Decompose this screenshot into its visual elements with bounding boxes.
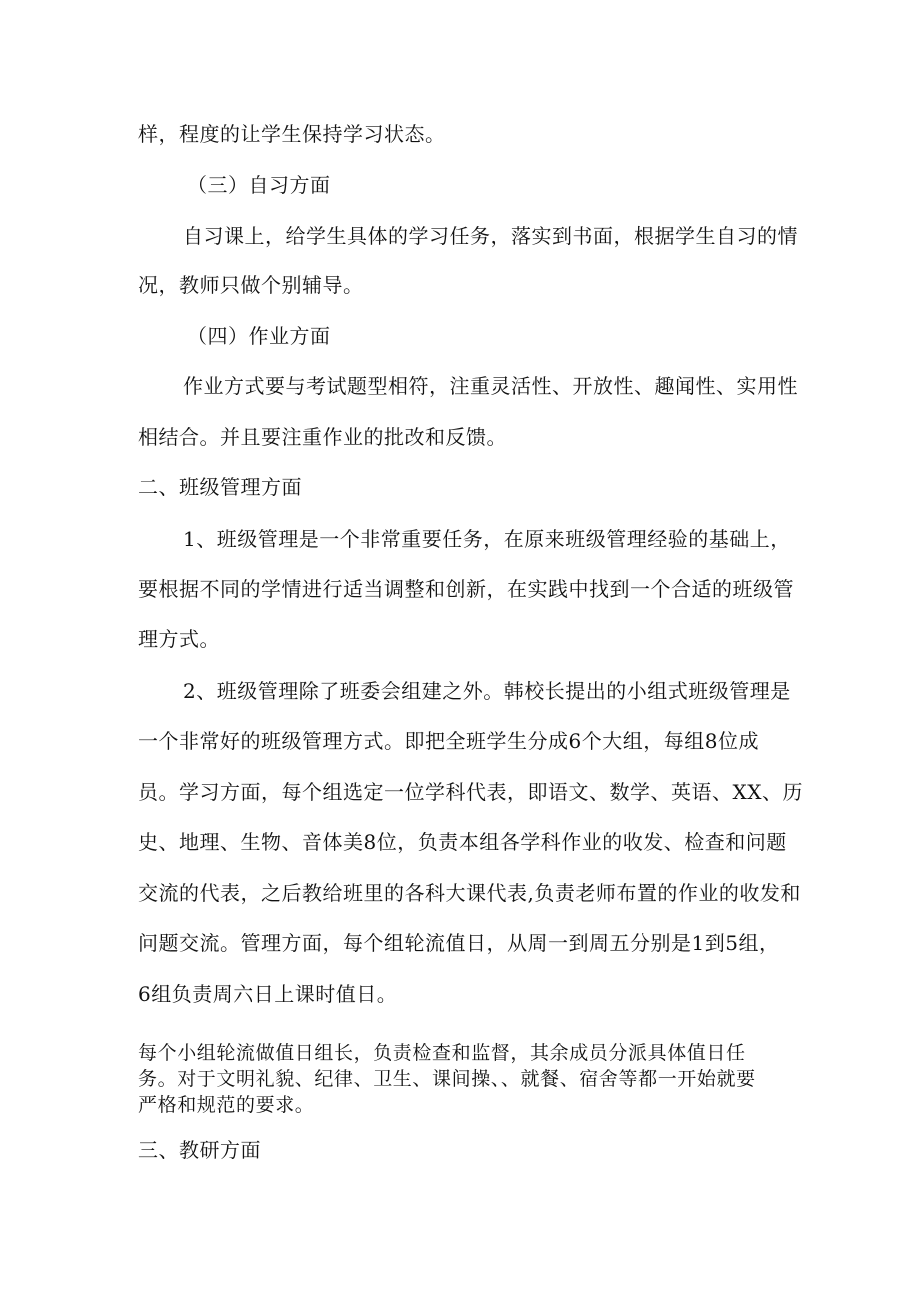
subheading-homework: （四）作业方面 (187, 324, 331, 348)
subheading-self-study: （三）自习方面 (187, 173, 331, 197)
paragraph-line: 严格和规范的要求。 (138, 1094, 315, 1116)
paragraph-line: 6组负责周六日上课时值日。 (138, 982, 398, 1006)
paragraph-line: 要根据不同的学情进行适当调整和创新，在实践中找到一个合适的班级管 (138, 577, 794, 601)
paragraph-line: 况，教师只做个别辅导。 (138, 273, 364, 297)
paragraph-line: 问题交流。管理方面，每个组轮流值日，从周一到周五分别是1到5组， (138, 931, 780, 955)
paragraph-line: 务。对于文明礼貌、纪律、卫生、课间操、、就餐、宿舍等都一开始就要 (138, 1068, 756, 1090)
paragraph-line: 自习课上，给学生具体的学习任务，落实到书面，根据学生自习的情 (183, 224, 798, 248)
paragraph-line: 理方式。 (138, 627, 220, 651)
paragraph-line: 2、班级管理除了班委会组建之外。韩校长提出的小组式班级管理是 (183, 679, 791, 703)
paragraph-line: 1、班级管理是一个非常重要任务，在原来班级管理经验的基础上， (183, 527, 791, 551)
paragraph-line: 员。学习方面，每个组选定一位学科代表，即语文、数学、英语、XX、历 (138, 780, 803, 804)
paragraph-line: 史、地理、生物、音体美8位，负责本组各学科作业的收发、检查和问题 (138, 830, 787, 854)
paragraph-line: 一个非常好的班级管理方式。即把全班学生分成6个大组，每组8位成 (138, 729, 759, 753)
paragraph-line: 相结合。并且要注重作业的批改和反馈。 (138, 425, 507, 449)
section-heading-class-management: 二、班级管理方面 (138, 475, 302, 499)
paragraph-line: 交流的代表，之后教给班里的各科大课代表,负责老师布置的作业的收发和 (138, 881, 801, 905)
paragraph-line: 作业方式要与考试题型相符，注重灵活性、开放性、趣闻性、实用性 (183, 374, 798, 398)
paragraph-line: 每个小组轮流做值日组长，负责检查和监督，其余成员分派具体值日任 (138, 1042, 746, 1064)
paragraph-line: 样，程度的让学生保持学习状态。 (138, 122, 446, 146)
section-heading-teaching-research: 三、教研方面 (138, 1138, 261, 1162)
